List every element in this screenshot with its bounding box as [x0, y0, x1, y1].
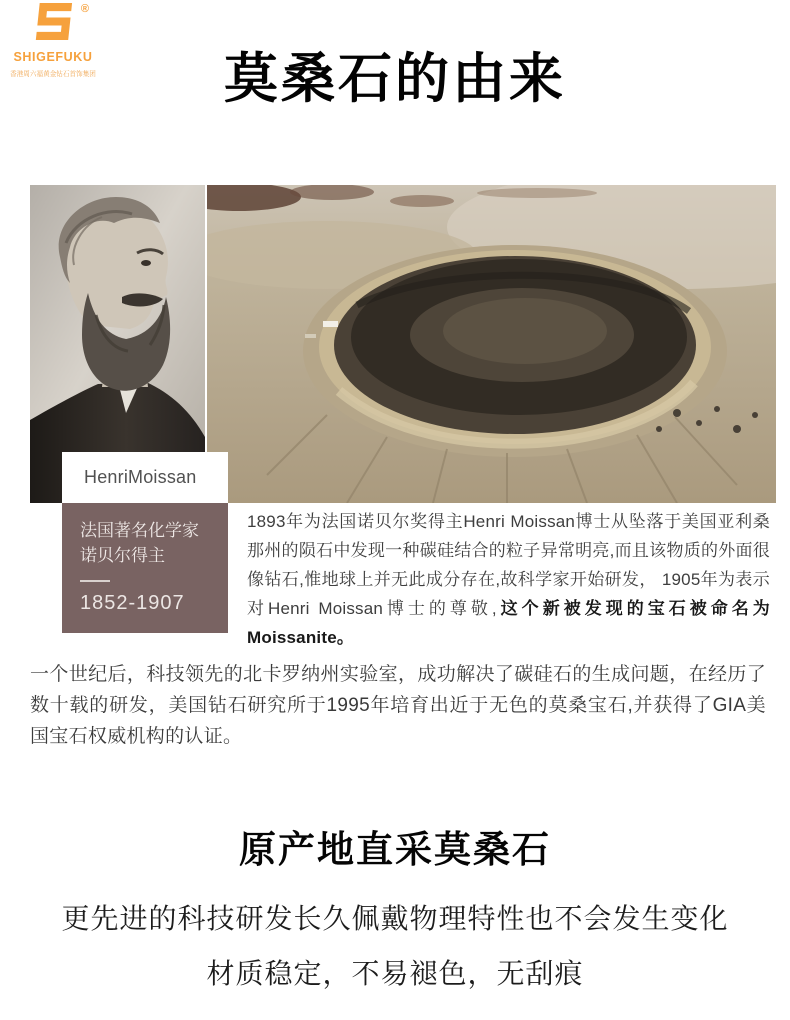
scientist-profile-card: [62, 452, 228, 633]
brand-s-hexagon-icon: [31, 3, 89, 40]
brand-name: SHIGEFUKU: [13, 50, 93, 64]
scientist-role-line2: 诺贝尔得主: [80, 546, 165, 565]
origin-section-line1: 更先进的科技研发长久佩戴物理特性也不会发生变化: [61, 903, 729, 934]
history-paragraph-1-text: 1893年为法国诺贝尔奖得主Henri Moissan博士从坠落于美国亚利桑那州的陨石中发现一种碳硅结合的粒子异常明亮,而且该物质的外面很像钻石,惟地球上并无此成分存在,故科学家开始研发， 1905年为表示对Henri Moissan博士的尊敬,: [247, 512, 770, 618]
header: [0, 0, 790, 185]
origin-section-line2: 材质稳定，不易褪色，无刮痕: [206, 958, 584, 989]
profile-card-header: [62, 452, 228, 503]
history-paragraph-1: [247, 507, 770, 652]
meteor-crater-photo: [207, 185, 776, 503]
divider: [80, 580, 110, 582]
scientist-name: HenriMoissan: [84, 467, 197, 487]
history-paragraph-1-bold: 这个新被发现的宝石被命名为Moissanite。: [247, 599, 770, 647]
registered-trademark-icon: ®: [80, 3, 89, 15]
history-paragraph-2: 一个世纪后，科技领先的北卡罗纳州实验室，成功解决了碳硅石的生成问题，在经历了数十载的研发，美国钻石研究所于1995年培育出近于无色的莫桑宝石,并获得了GIA美国宝石权威机构的认证。: [30, 664, 766, 747]
scientist-years: 1852-1907: [80, 592, 185, 614]
brand-tagline: 香港周六福黄金钻石首饰集团: [10, 70, 96, 78]
scientist-role-line1: 法国著名化学家: [80, 521, 199, 540]
profile-card-body: [62, 503, 228, 633]
page-title: 莫桑石的由来: [224, 49, 566, 109]
origin-section-title: 原产地直采莫桑石: [239, 829, 551, 870]
